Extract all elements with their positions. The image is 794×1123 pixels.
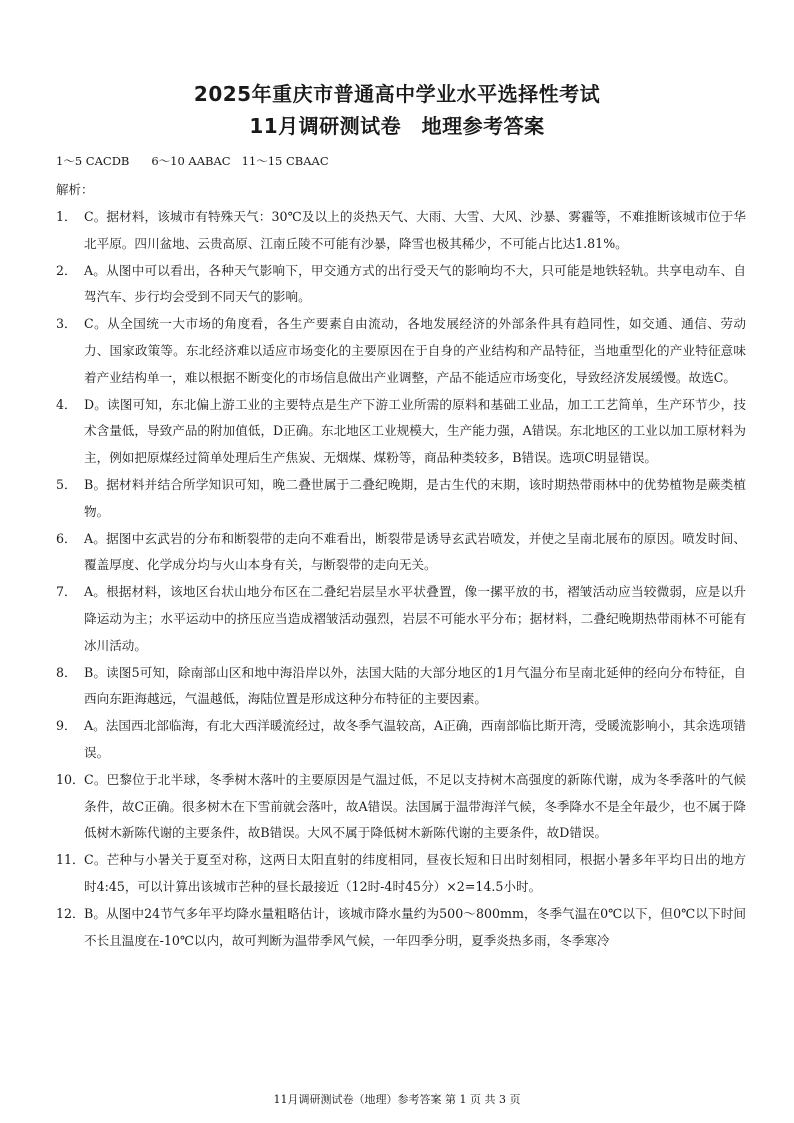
page-subtitle: 11月调研测试卷 地理参考答案 <box>249 114 545 138</box>
page-footer: 11月调研测试卷（地理）参考答案 第 1 页 共 3 页 <box>273 1093 521 1106</box>
item-text: C。芒种与小暑关于夏至对称，这两日太阳直射的纬度相同，昼夜长短和日出时刻相同，根据小暑多年平均日出的地方时4:45，可以计算出该城市芒种的昼长最接近（12时-4时45分）×2=14.5小时。 <box>84 852 746 894</box>
item-text: D。读图可知，东北偏上游工业的主要特点是生产下游工业所需的原料和基础工业品，加工工艺简单，生产环节少，技术含量低，导致产品的附加值低，D正确。东北地区工业规模大，生产能力强，A错误。东北地区的工业以加工原材料为主，例如把原煤经过简单处理后生产焦炭、无烟煤、煤粉等，商品种类较多，B错误。选项C明显错误。 <box>84 396 746 466</box>
item-number: 11． <box>56 852 85 868</box>
item-number: 8． <box>56 664 77 680</box>
item-text: C。据材料，该城市有特殊天气：30℃及以上的炎热天气、大雨、大雪、大风、沙暴、雾霾等，不难推断该城市位于华北平原。四川盆地、云贵高原、江南丘陵不可能有沙暴，降雪也极其稀少，不可能占比达1.81%。 <box>84 209 746 251</box>
analysis-item <box>56 204 746 258</box>
page-title: 2025年重庆市普通高中学业水平选择性考试 <box>193 82 601 106</box>
item-text: B。从图中24节气多年平均降水量粗略估计，该城市降水量约为500～800mm，冬季气温在0℃以下，但0℃以下时间不长且温度在-10℃以内，故可判断为温带季风气候，一年四季分明，夏季炎热多雨，冬季寒冷 <box>84 905 746 948</box>
item-number: 10． <box>56 771 85 787</box>
analysis-item <box>56 579 746 659</box>
analysis-item <box>56 472 746 526</box>
item-number: 7． <box>56 584 77 600</box>
item-number: 4． <box>56 396 77 412</box>
item-number: 6． <box>56 530 77 546</box>
analysis-item <box>56 660 746 714</box>
analysis-list <box>56 204 746 954</box>
answer-group-3: 11～15 CBAAC <box>241 154 329 168</box>
analysis-item <box>56 767 746 847</box>
item-text: B。据材料并结合所学知识可知，晚二叠世属于二叠纪晚期，是古生代的末期，该时期热带雨林中的优势植物是蕨类植物。 <box>84 476 746 519</box>
analysis-item <box>56 526 746 580</box>
answer-key <box>56 153 329 169</box>
item-text: A。从图中可以看出，各种天气影响下，甲交通方式的出行受天气的影响均不大，只可能是地铁轻轨。共享电动车、自驾汽车、步行均会受到不同天气的影响。 <box>84 262 746 305</box>
item-text: C。从全国统一大市场的角度看，各生产要素自由流动，各地发展经济的外部条件具有趋同性，如交通、通信、劳动力、国家政策等。东北经济难以适应市场变化的主要原因在于自身的产业结构和产品特征，当地重型化的产业特征意味着产业结构单一，难以根据不断变化的市场信息做出产业调整，产品不能适应市场变化，导致经济发展缓慢。故选C。 <box>84 316 746 385</box>
answer-group-1: 1～5 CACDB <box>56 154 130 168</box>
item-number: 9． <box>56 718 77 734</box>
item-number: 3． <box>56 316 77 332</box>
analysis-item <box>56 901 746 955</box>
item-number: 5． <box>56 476 77 492</box>
item-text: A。根据材料，该地区台状山地分布区在二叠纪岩层呈水平状叠置，像一摞平放的书，褶皱活动应当较微弱，应是以升降运动为主；水平运动中的挤压应当造成褶皱活动强烈，岩层不可能水平分布；据材料，二叠纪晚期热带雨林不可能有冰川活动。 <box>84 584 746 653</box>
analysis-item <box>56 392 746 472</box>
item-text: B。读图5可知，除南部山区和地中海沿岸以外，法国大陆的大部分地区的1月气温分布呈南北延伸的经向分布特征，自西向东距海越远，气温越低，海陆位置是形成这种分布特征的主要因素。 <box>84 664 746 707</box>
analysis-item <box>56 847 746 901</box>
analysis-item <box>56 258 746 312</box>
item-text: A。法国西北部临海，有北大西洋暖流经过，故冬季气温较高，A正确，西南部临比斯开湾，受暖流影响小，其余选项错误。 <box>84 718 746 760</box>
item-number: 12． <box>56 905 85 921</box>
analysis-label: 解析： <box>56 182 94 197</box>
item-text: A。据图中玄武岩的分布和断裂带的走向不难看出，断裂带是诱导玄武岩喷发，并使之呈南北展布的原因。喷发时间、覆盖厚度、化学成分均与火山本身有关，与断裂带的走向无关。 <box>84 530 746 573</box>
item-number: 2． <box>56 262 77 278</box>
analysis-item <box>56 311 746 391</box>
item-text: C。巴黎位于北半球，冬季树木落叶的主要原因是气温过低，不足以支持树木高强度的新陈代谢，成为冬季落叶的气候条件，故C正确。很多树木在下雪前就会落叶，故A错误。法国属于温带海洋气候，冬季降水不是全年最少，也不属于降低树木新陈代谢的主要条件，故B错误。大风不属于降低树木新陈代谢的主要条件，故D错误。 <box>84 771 746 841</box>
item-number: 1． <box>56 209 77 224</box>
answer-group-2: 6～10 AABAC <box>151 154 231 168</box>
analysis-item <box>56 713 746 767</box>
